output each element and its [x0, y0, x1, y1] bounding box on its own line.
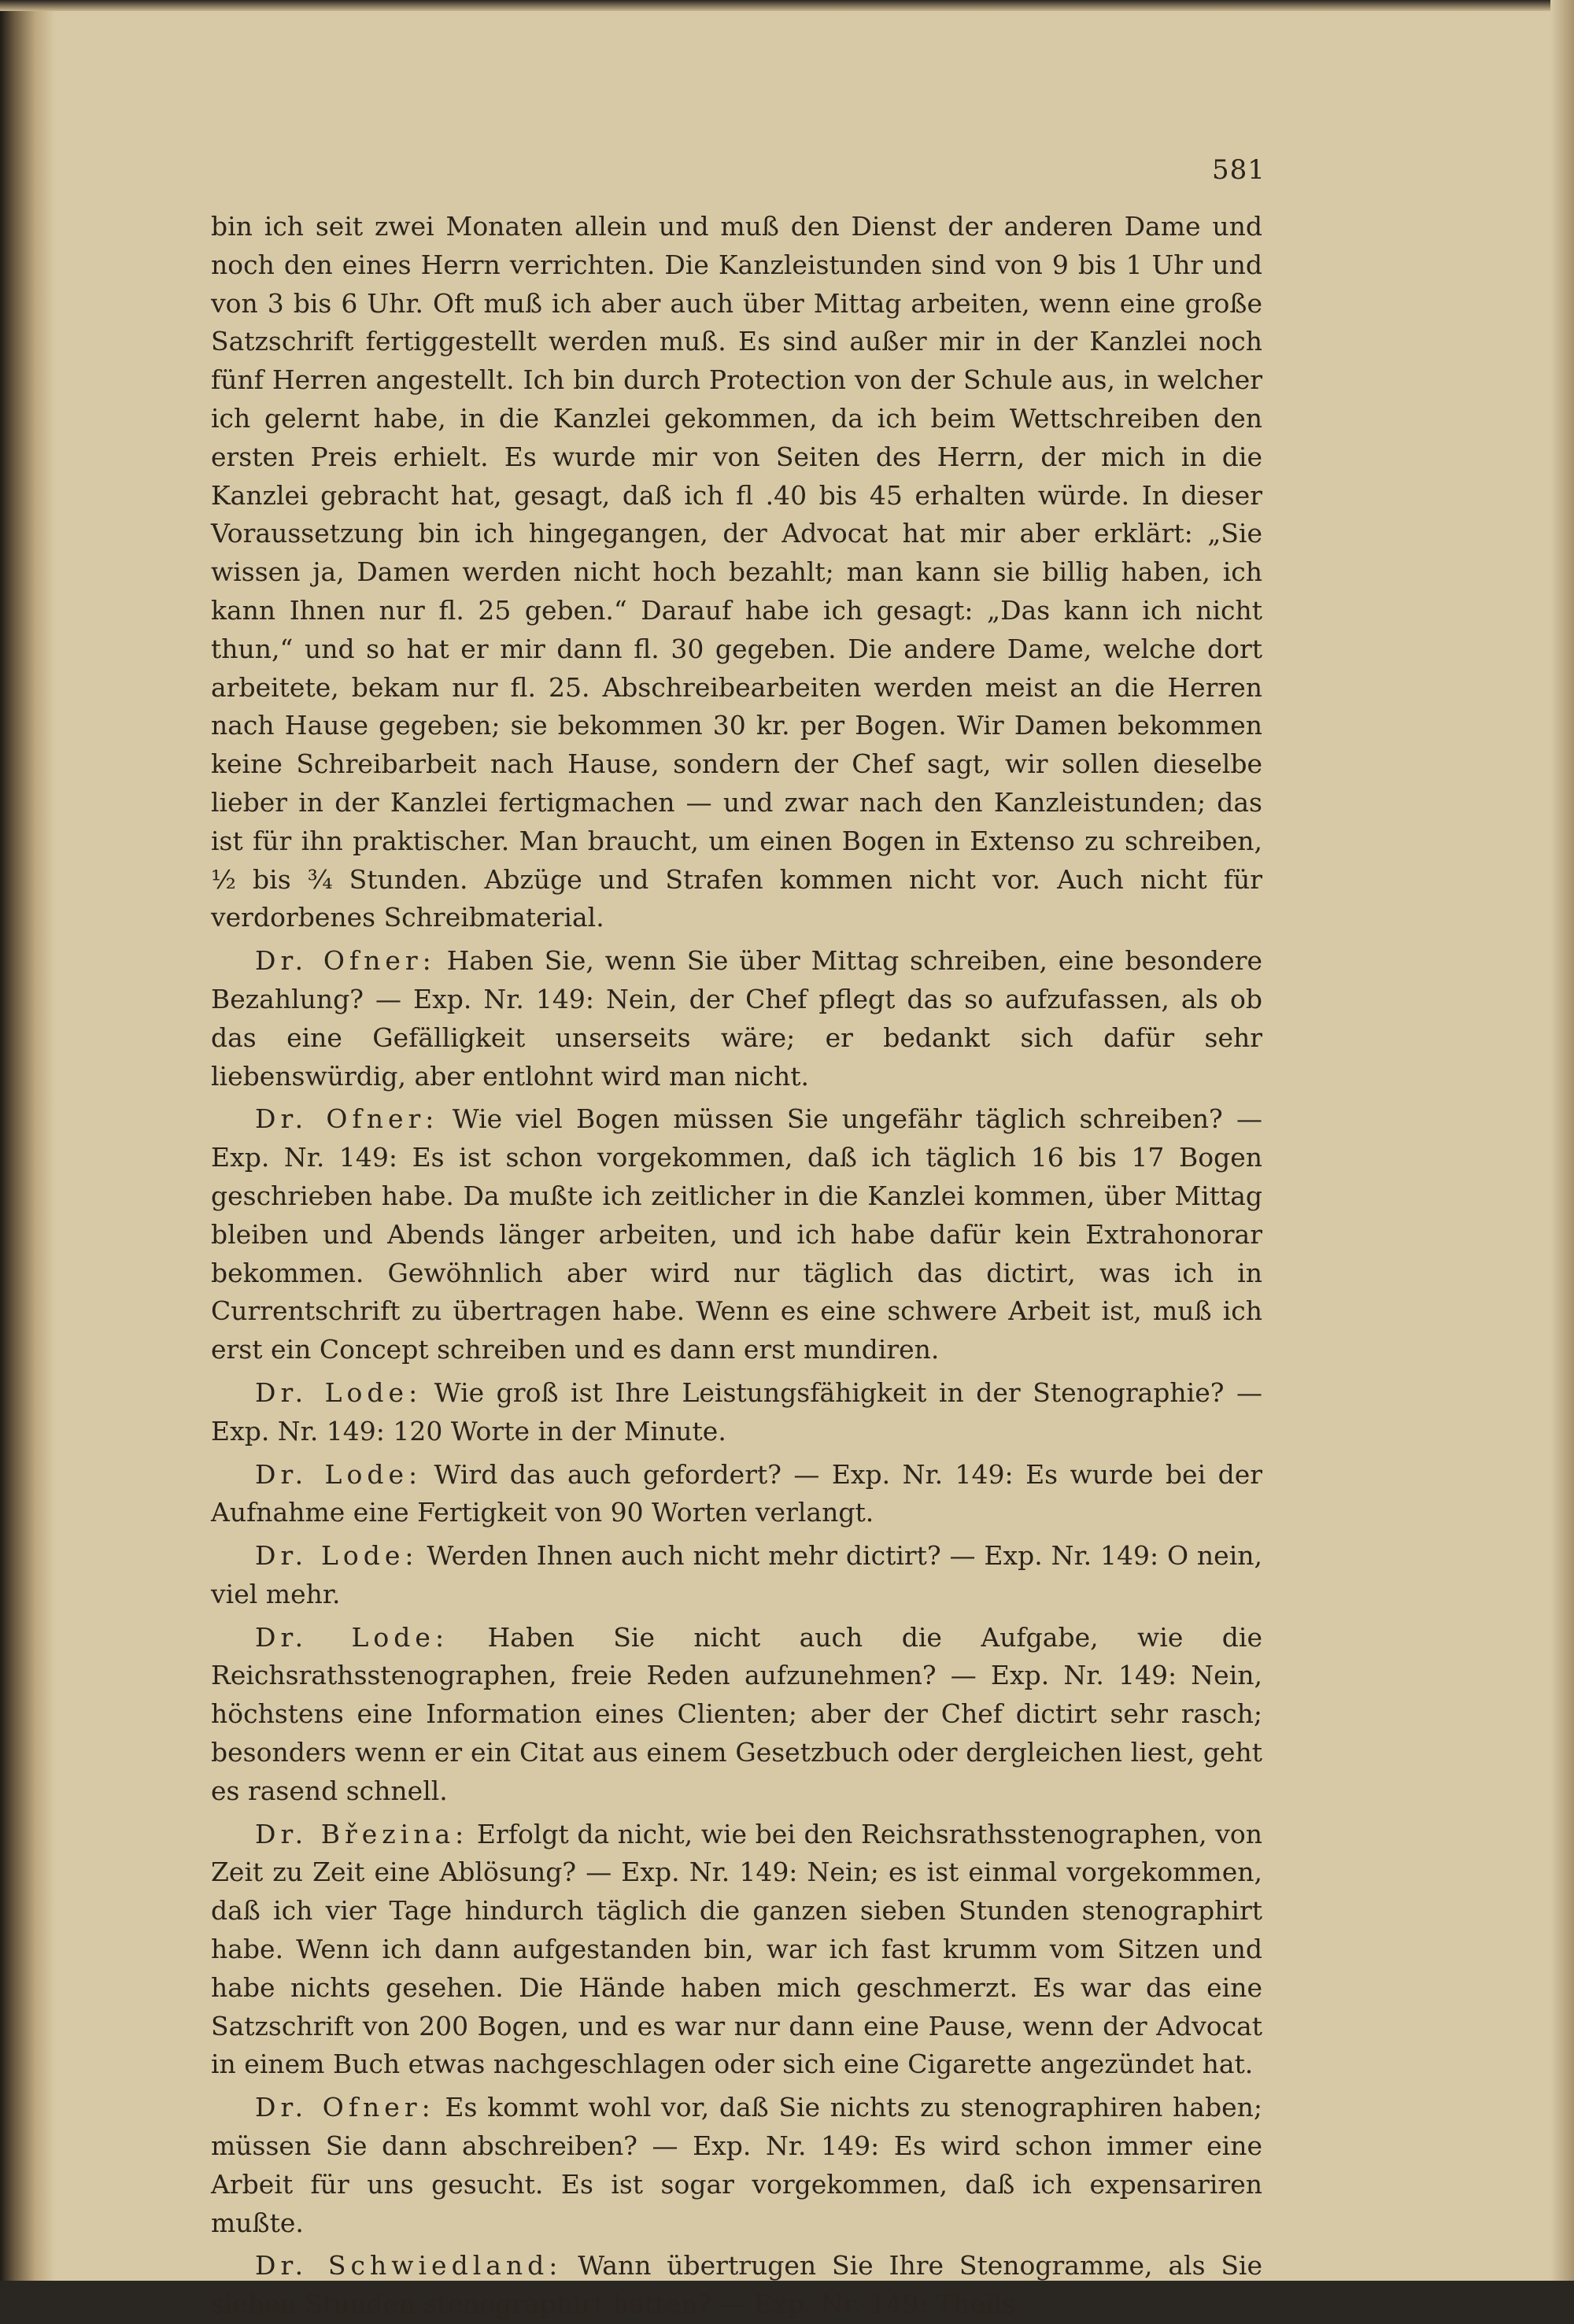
paragraph-text: Wie groß ist Ihre Leistungsfähigkeit in der Stenographie? — Exp. Nr. 149: 120 Worte in der Minute. — [211, 1376, 1262, 1446]
body-text — [211, 208, 1262, 2324]
paragraph-1 — [211, 208, 1262, 937]
paragraph-text: Haben Sie nicht auch die Aufgabe, wie die Reichsrathsstenographen, freie Reden aufzunehmen? — Exp. Nr. 149: Nein, höchstens eine Information eines Clienten; aber der Chef dictirt sehr rasch; besonders wenn er ein Citat aus einem Gesetzbuch oder dergleichen liest, geht es rasend schnell. — [211, 1621, 1262, 1806]
paragraph-text: Wann übertrugen Sie Ihre Stenogramme, als Sie sieben Stunden stenographirt hatten? — Exp. Nr. 149: Theils — [211, 2250, 1263, 2320]
paragraph-text: Wird das auch gefordert? — Exp. Nr. 149: Es wurde bei der Aufnahme eine Fertigkeit von 90 Worten verlangt. — [211, 1458, 1262, 1528]
paragraph-text: Erfolgt da nicht, wie bei den Reichsrathsstenographen, von Zeit zu Zeit eine Ablösung? — Exp. Nr. 149: Nein; es ist einmal vorgekommen, daß ich vier Tage hindurch täglich die ganzen sieben Stunden stenographirt habe. Wenn ich dann aufgestanden bin, war ich fast krumm vom Sitzen und habe nichts gesehen. Die Hände haben mich geschmerzt. Es war das eine Satzschrift von 200 Bogen, und es war nur dann eine Pause, wenn der Advocat in einem Buch etwas nachgeschlagen oder sich eine Cigarette angezündet hat. — [211, 1818, 1262, 2080]
page-number: 581 — [1212, 154, 1265, 186]
paragraph-text: bin ich seit zwei Monaten allein und muß den Dienst der anderen Dame und noch den eines Herrn verrichten. Die Kanzleistunden sind von 9 bis 1 Uhr und von 3 bis 6 Uhr. Oft muß ich aber auch über Mittag arbeiten, wenn eine große Satzschrift fertiggestellt werden muß. Es sind außer mir in der Kanzlei noch fünf Herren angestellt. Ich bin durch Protection von der Schule aus, in welcher ich gelernt habe, in die Kanzlei gekommen, da ich beim Wettschreiben den ersten Preis erhielt. Es wurde mir von Seiten des Herrn, der mich in die Kanzlei gebracht hat, gesagt, daß ich fl .40 bis 45 erhalten würde. In dieser Voraussetzung bin ich hingegangen, der Advocat hat mir aber erklärt: „Sie wissen ja, Damen werden nicht hoch bezahlt; man kann sie billig haben, ich kann Ihnen nur fl. 25 geben.“ Darauf habe ich gesagt: „Das kann ich nicht thun,“ und so hat er mir dann fl. 30 gegeben. Die andere Dame, welche dort arbeitete, bekam nur fl. 25. Abschreibearbeiten werden meist an die Herren nach Hause gegeben; sie bekommen 30 kr. per Bogen. Wir Damen bekommen keine Schreibarbeit nach Hause, sondern der Chef sagt, wir sollen dieselbe lieber in der Kanzlei fertigmachen — und zwar nach den Kanzleistunden; das ist für ihn praktischer. Man braucht, um einen Bogen in Extenso zu schreiben, ½ bis ¾ Stunden. Abzüge und Strafen kommen nicht vor. Auch nicht für verdorbenes Schreibmaterial. — [211, 211, 1262, 933]
speaker-name: Dr. Lode: — [255, 1621, 449, 1653]
speaker-name: Dr. Ofner: — [255, 1103, 439, 1135]
paragraph-10 — [211, 2247, 1262, 2324]
speaker-name: Dr. Lode: — [255, 1540, 419, 1572]
speaker-name: Dr. Březina: — [255, 1818, 469, 1849]
paragraph-text: Wie viel Bogen müssen Sie ungefähr täglich schreiben? — Exp. Nr. 149: Es ist schon vorgekommen, daß ich täglich 16 bis 17 Bogen geschrieben habe. Da mußte ich zeitlicher in die Kanzlei kommen, über Mittag bleiben und Abends länger arbeiten, und ich habe dafür kein Extrahonorar bekommen. Gewöhnlich aber wird nur täglich das dictirt, was ich in Currentschrift zu übertragen habe. Wenn es eine schwere Arbeit ist, muß ich erst ein Concept schreiben und es dann erst mundiren. — [211, 1103, 1263, 1365]
paragraph-text: Werden Ihnen auch nicht mehr dictirt? — Exp. Nr. 149: O nein, viel mehr. — [211, 1540, 1263, 1609]
paragraph-5 — [211, 1456, 1262, 1533]
paragraph-3 — [211, 1100, 1262, 1369]
page-right-edge — [1550, 0, 1574, 2281]
paragraph-4 — [211, 1374, 1262, 1451]
paragraph-text: Haben Sie, wenn Sie über Mittag schreiben, eine besondere Bezahlung? — Exp. Nr. 149: Nein, der Chef pflegt das so aufzufassen, als ob das eine Gefälligkeit unserseits wäre; er bedankt sich dafür sehr liebenswürdig, aber entlohnt wird man nicht. — [211, 945, 1263, 1092]
paragraph-8 — [211, 1816, 1262, 2085]
paragraph-7 — [211, 1619, 1262, 1811]
paragraph-9 — [211, 2089, 1262, 2242]
page-top-edge — [0, 0, 1574, 11]
speaker-name: Dr. Ofner: — [255, 945, 436, 977]
paragraph-6 — [211, 1537, 1262, 1614]
page-binding-shadow — [0, 0, 55, 2281]
speaker-name: Dr. Ofner: — [255, 2092, 435, 2123]
speaker-name: Dr. Lode: — [255, 1376, 423, 1408]
paragraph-text: Es kommt wohl vor, daß Sie nichts zu stenographiren haben; müssen Sie dann abschreiben? — Exp. Nr. 149: Es wird schon immer eine Arbeit für uns gesucht. Es ist sogar vorgekommen, daß ich expensariren mußte. — [211, 2092, 1263, 2238]
speaker-name: Dr. Schwiedland: — [255, 2250, 563, 2282]
speaker-name: Dr. Lode: — [255, 1458, 423, 1490]
paragraph-2 — [211, 942, 1262, 1095]
